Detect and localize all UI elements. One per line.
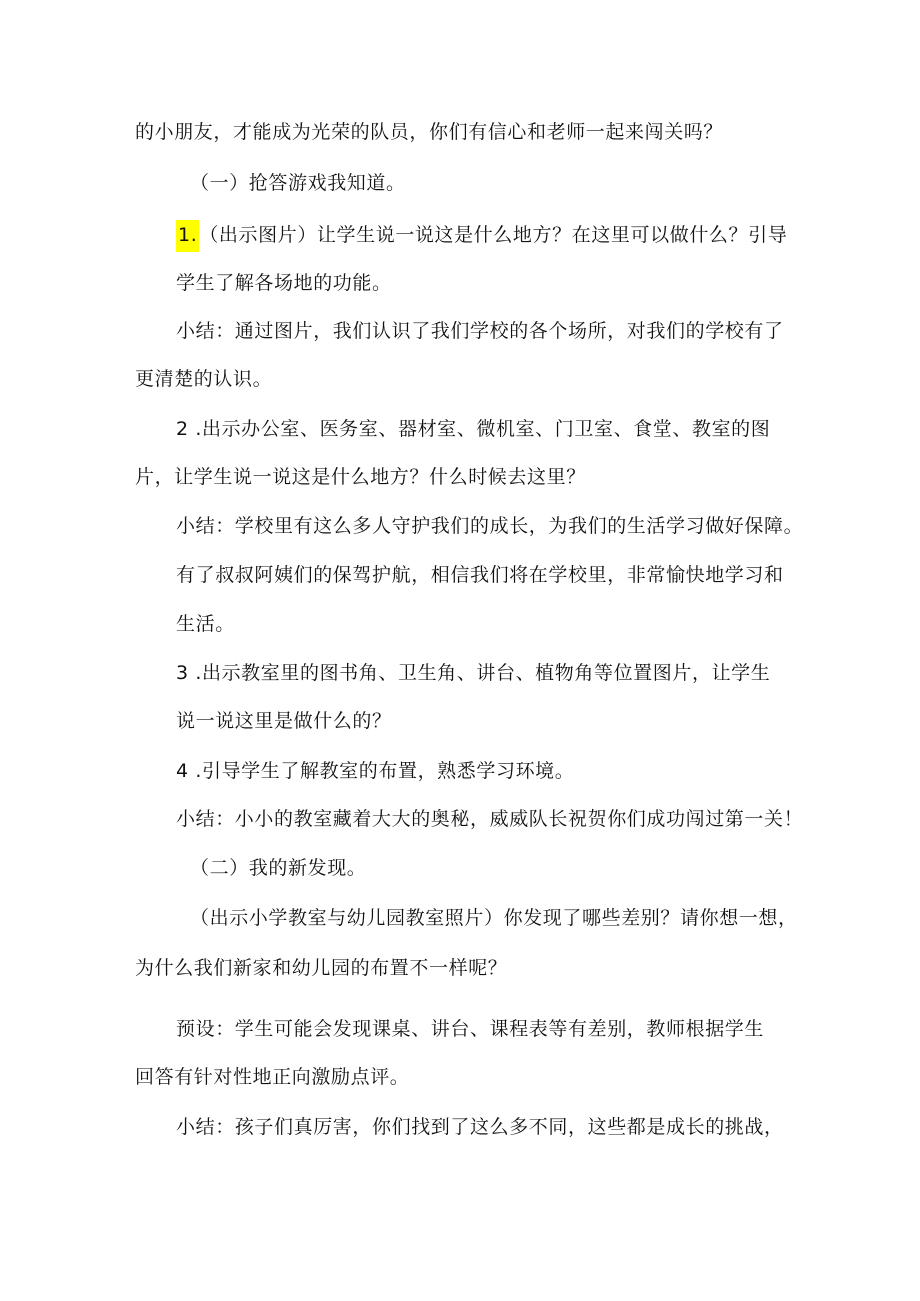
text-line-21: 小结：孩子们真厉害，你们找到了这么多不同，这些都是成长的挑战， <box>176 1116 784 1138</box>
section-heading-1: （一）抢答游戏我知道。 <box>190 172 406 194</box>
text-line-1: 的小朋友，才能成为光荣的队员，你们有信心和老师一起来闯关吗？ <box>135 121 724 143</box>
text-line-10: 有了叔叔阿姨们的保驾护航，相信我们将在学校里，非常愉快地学习和 <box>176 564 784 586</box>
text-line-11: 生活。 <box>176 613 235 635</box>
text-line-4: 学生了解各场地的功能。 <box>176 272 392 294</box>
section-heading-2: （二）我的新发现。 <box>190 857 367 879</box>
text-line-8: 片，让学生说一说这是什么地方？什么时候去这里？ <box>135 466 586 488</box>
text-line-12: 3 .出示教室里的图书角、卫生角、讲台、植物角等位置图片，让学生 <box>176 662 771 684</box>
text-line-19: 预设：学生可能会发现课桌、讲台、课程表等有差别，教师根据学生 <box>176 1018 765 1040</box>
text-line-14: 4 .引导学生了解教室的布置，熟悉学习环境。 <box>176 760 575 782</box>
text-line-9: 小结：学校里有这么多人守护我们的成长，为我们的生活学习做好保障。 <box>176 515 804 537</box>
text-line-18: 为什么我们新家和幼儿园的布置不一样呢？ <box>135 957 508 979</box>
text-line-3-body: （出示图片）让学生说一说这是什么地方？在这里可以做什么？引导 <box>199 224 788 246</box>
text-line-6: 更清楚的认识。 <box>135 368 273 390</box>
text-line-15: 小结：小小的教室藏着大大的奥秘，威威队长祝贺你们成功闯过第一关！ <box>176 808 804 830</box>
text-line-3 <box>176 220 787 252</box>
text-line-7: 2 .出示办公室、医务室、器材室、微机室、门卫室、食堂、教室的图 <box>176 418 771 440</box>
text-line-5: 小结：通过图片，我们认识了我们学校的各个场所，对我们的学校有了 <box>176 320 784 342</box>
highlighted-item-number: 1. <box>176 220 199 252</box>
text-line-17: （出示小学教室与幼儿园教室照片）你发现了哪些差别？请你想一想， <box>190 907 798 929</box>
text-line-20: 回答有针对性地正向激励点评。 <box>135 1066 410 1088</box>
text-line-13: 说一说这里是做什么的？ <box>176 710 392 732</box>
